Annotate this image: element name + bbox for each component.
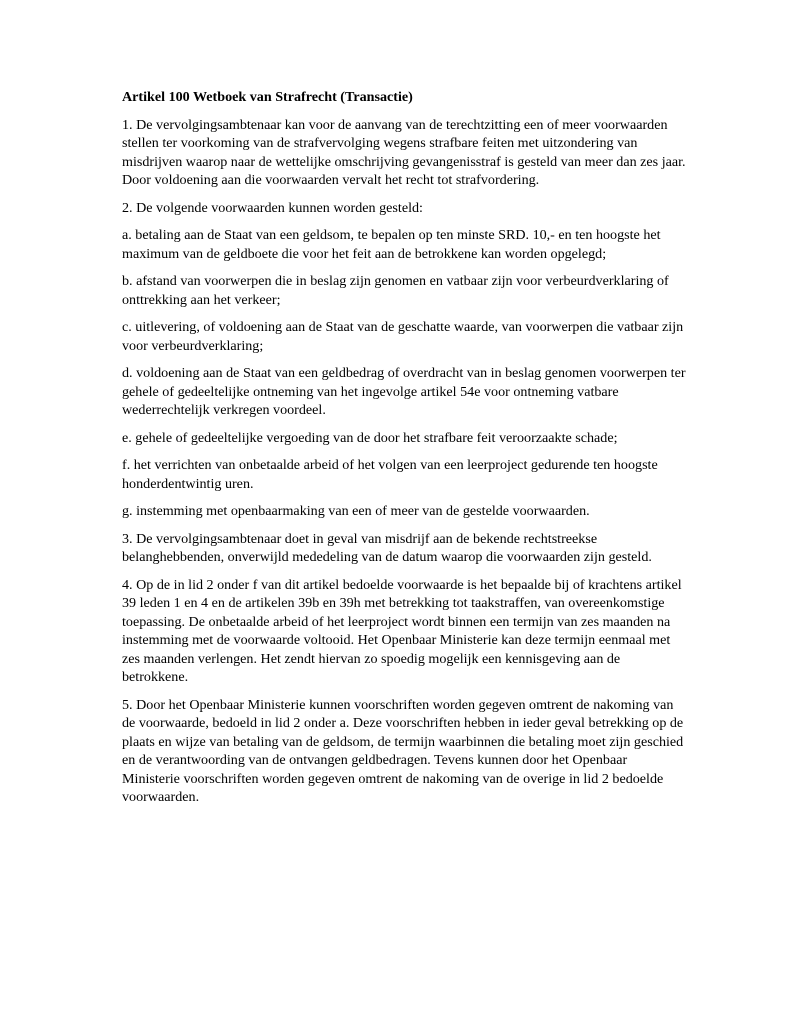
paragraph-lid-2-g: g. instemming met openbaarmaking van een of meer van de gestelde voorwaarden. [122,503,590,519]
document-page [122,88,687,816]
paragraph-lid-2-d: d. voldoening aan de Staat van een geldbedrag of overdracht van in beslag genomen voorwerpen ter gehele of gedeeltelijke ontneming van het ingevolge artikel 54e voor ontneming vatbare wederrechtelijk verkregen voordeel. [122,365,686,418]
paragraph-lid-5: 5. Door het Openbaar Ministerie kunnen voorschriften worden gegeven omtrent de nakoming van de voorwaarde, bedoeld in lid 2 onder a. Deze voorschriften hebben in ieder geval betrekking op de plaats en wijze van betaling van de geldsom, de termijn waarbinnen die betaling moet zijn geschied en de verantwoording van de ontvangen geldbedragen. Tevens kunnen door het Openbaar Ministerie voorschriften worden gegeven omtrent de nakoming van de overige in lid 2 bedoelde voorwaarden. [122,696,684,805]
paragraph-lid-2: 2. De volgende voorwaarden kunnen worden gesteld: [122,199,423,216]
paragraph-lid-2-c: c. uitlevering, of voldoening aan de Staat van de geschatte waarde, van voorwerpen die vatbaar zijn voor verbeurdverklaring; [122,319,684,354]
document-title: Artikel 100 Wetboek van Strafrecht (Transactie) [122,89,413,105]
paragraph-lid-2-f: f. het verrichten van onbetaalde arbeid of het volgen van een leerproject gedurende ten hoogste honderdentwintig uren. [122,457,658,492]
paragraph-lid-2-b: b. afstand van voorwerpen die in beslag zijn genomen en vatbaar zijn voor verbeurdverklaring of onttrekking aan het verkeer; [122,273,669,308]
paragraph-lid-2-e: e. gehele of gedeeltelijke vergoeding van de door het strafbare feit veroorzaakte schade; [122,429,618,446]
paragraph-lid-2-a: a. betaling aan de Staat van een geldsom, te bepalen op ten minste SRD. 10,- en ten hoogste het maximum van de geldboete die voor het feit aan de betrokkene kan worden opgelegd; [122,227,661,262]
paragraph-lid-3: 3. De vervolgingsambtenaar doet in geval van misdrijf aan de bekende rechtstreekse belanghebbenden, onverwijld mededeling van de datum waarop die voorwaarden zijn gesteld. [122,530,652,565]
paragraph-lid-4: 4. Op de in lid 2 onder f van dit artikel bedoelde voorwaarde is het bepaalde bij of krachtens artikel 39 leden 1 en 4 en de artikelen 39b en 39h met betrekking tot taakstraffen, van overeenkomstige toepassing. De onbetaalde arbeid of het leerproject wordt binnen een termijn van zes maanden na instemming met de voorwaarde voltooid. Het Openbaar Ministerie kan deze termijn eenmaal met zes maanden verlengen. Het zendt hiervan zo spoedig mogelijk een kennisgeving aan de betrokkene. [122,576,682,685]
paragraph-lid-1: 1. De vervolgingsambtenaar kan voor de aanvang van de terechtzitting een of meer voorwaarden stellen ter voorkoming van de strafvervolging wegens strafbare feiten met uitzondering van misdrijven waarop naar de wettelijke omschrijving gevangenisstraf is gesteld van meer dan zes jaar. Door voldoening aan die voorwaarden vervalt het recht tot strafvordering. [122,116,686,188]
